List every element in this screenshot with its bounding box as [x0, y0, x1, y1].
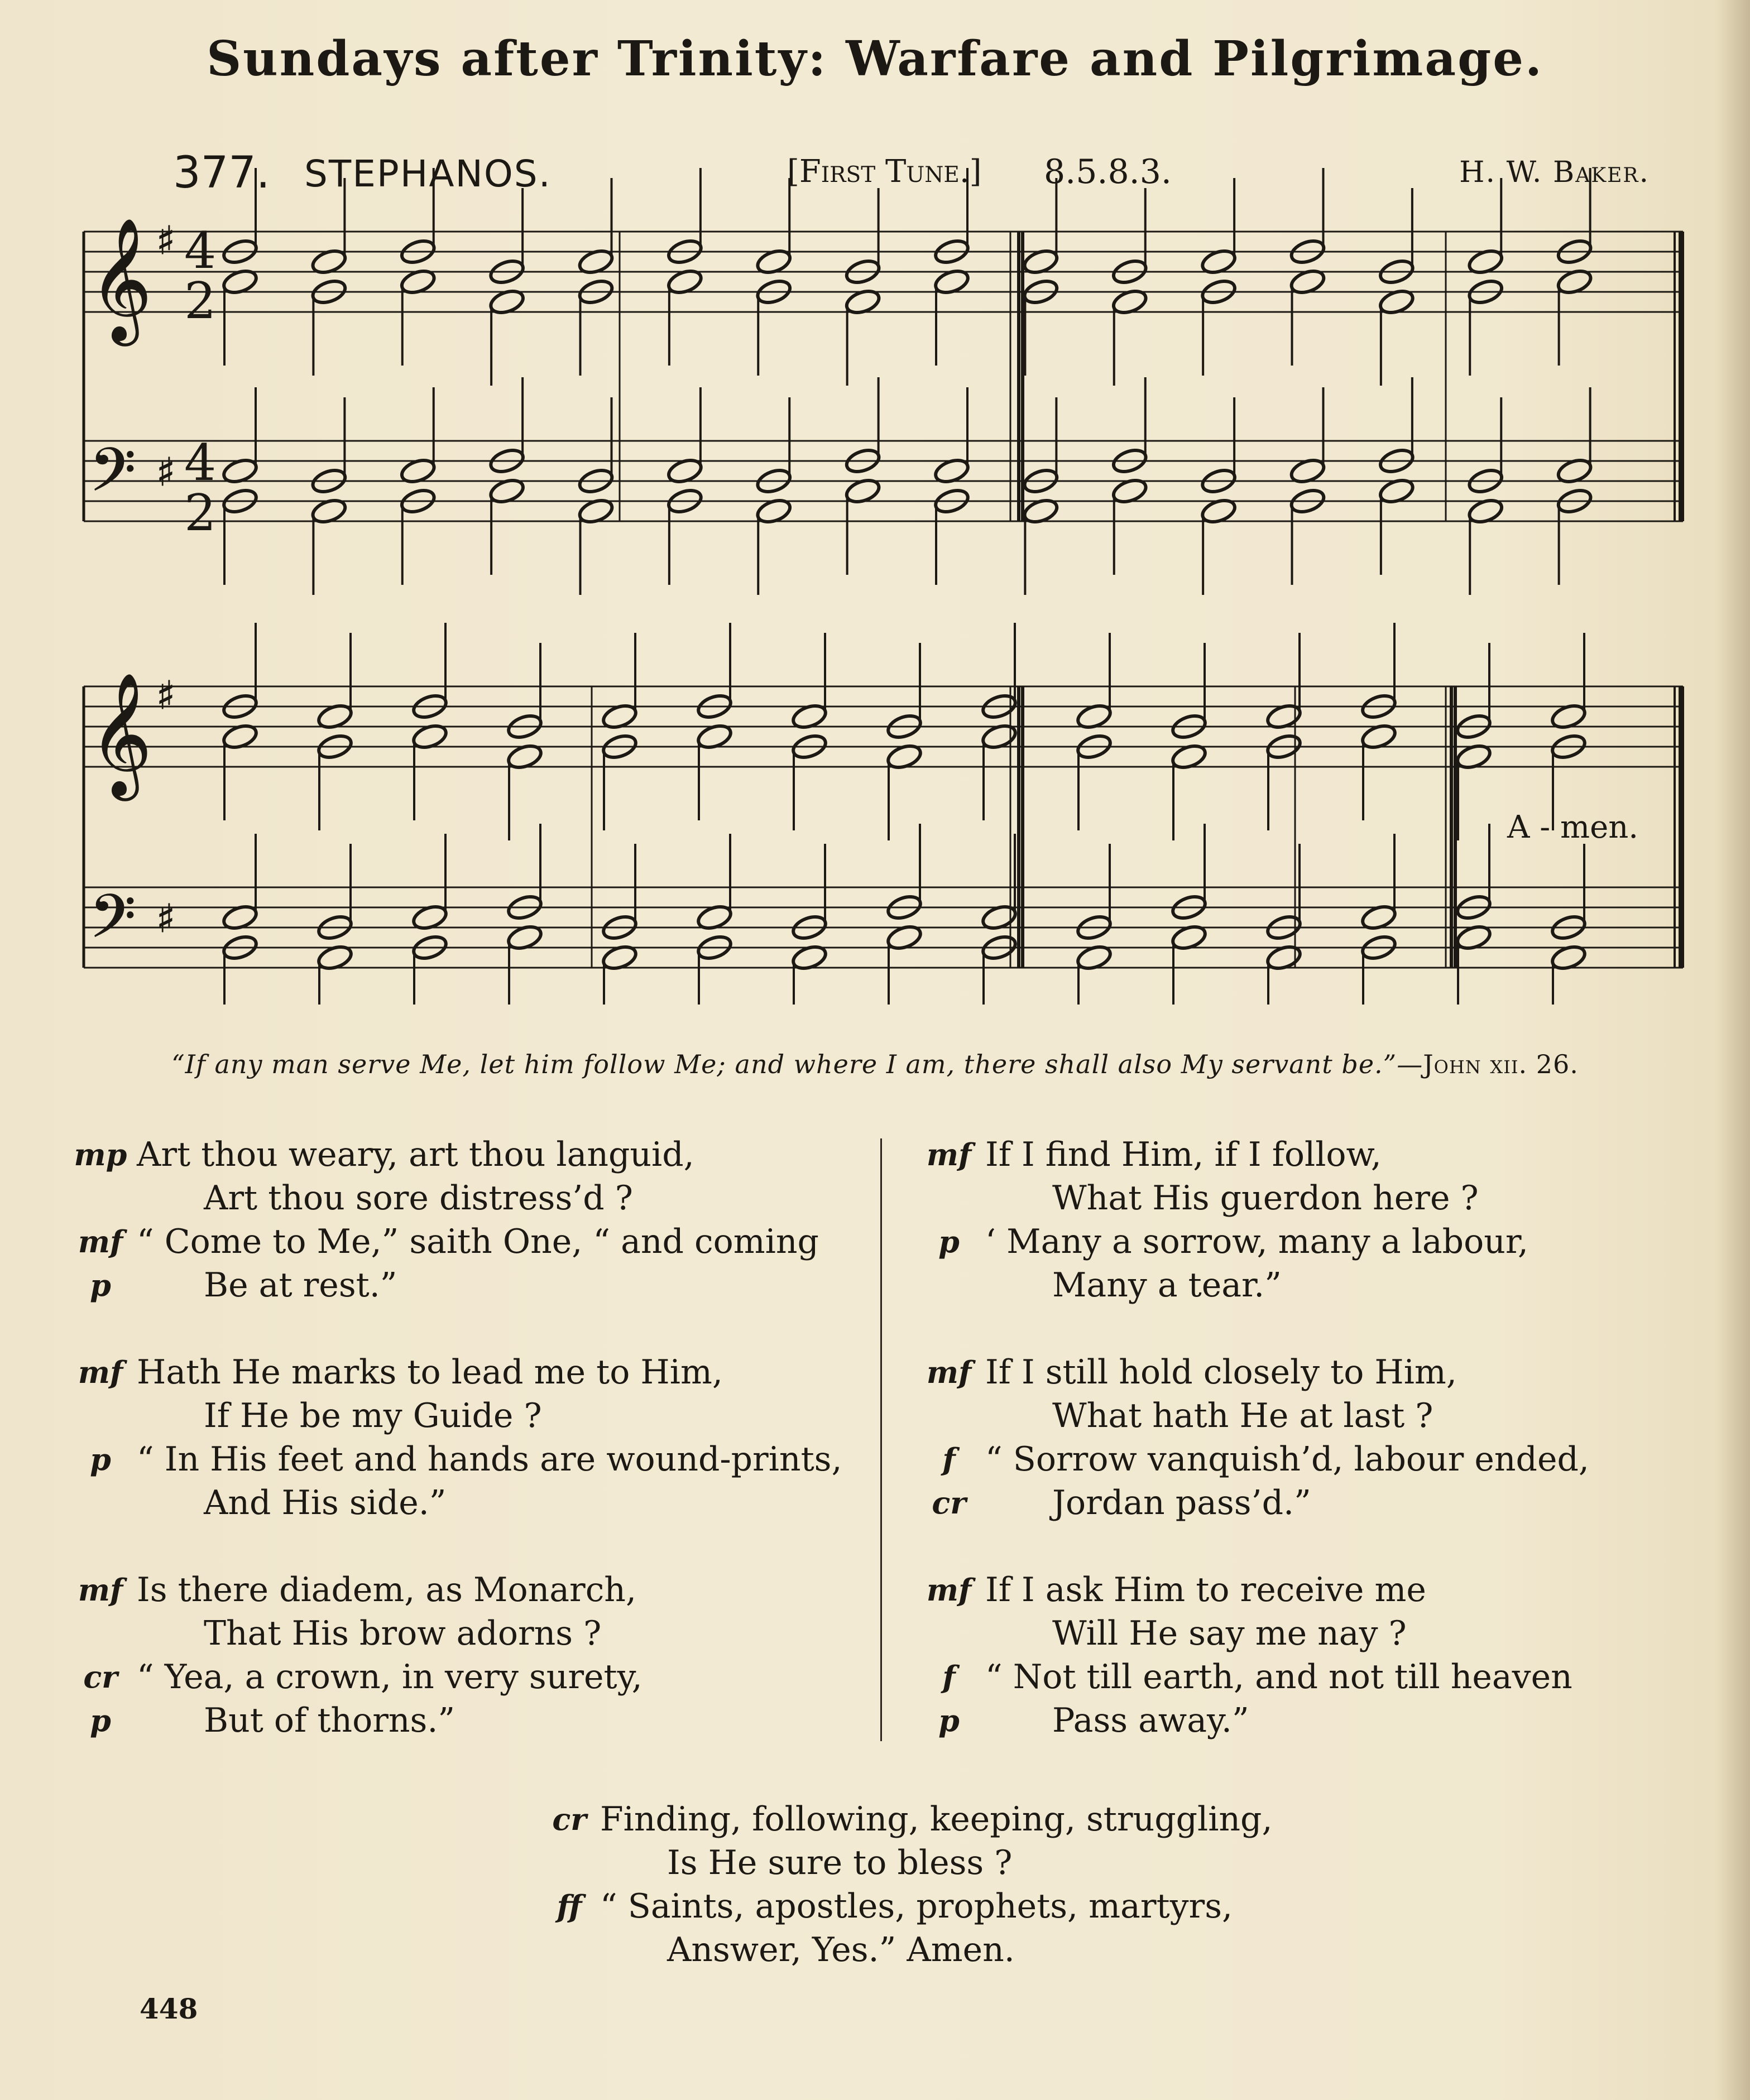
- dynamic-marking: p: [90, 1441, 111, 1477]
- verse-text: Will He say me nay ?: [1052, 1614, 1407, 1653]
- time-sig-treble-bottom: 2: [184, 272, 217, 330]
- sharp-icon: ♯: [156, 896, 175, 941]
- verse-text: “ Come to Me,” saith One, “ and coming: [137, 1222, 819, 1261]
- verse-text: Art thou sore distress’d ?: [204, 1179, 633, 1218]
- dynamic-marking: p: [90, 1703, 111, 1738]
- verse-line: [921, 1568, 1714, 1612]
- notes: [221, 168, 1594, 1005]
- verse-text: ‘ Many a sorrow, many a labour,: [985, 1222, 1529, 1261]
- stanza: [921, 1568, 1714, 1742]
- verse-line: [73, 1133, 854, 1176]
- scripture-text: “If any man serve Me, let him follow Me; and where I am, there shall also My servant be.”—: [171, 1049, 1423, 1079]
- dynamic-marking: mp: [74, 1137, 127, 1172]
- verse-text: Answer, Yes.” Amen.: [667, 1930, 1015, 1969]
- verse-line: [73, 1655, 854, 1699]
- column-divider: [880, 1138, 882, 1741]
- verse-text: That His brow adorns ?: [204, 1614, 602, 1653]
- verse-line: [73, 1176, 854, 1220]
- bass-clef-icon: 𝄢: [89, 881, 136, 966]
- verse-line: [921, 1176, 1714, 1220]
- verse-text: Art thou weary, art thou languid,: [137, 1135, 694, 1174]
- dynamic-marking: ff: [557, 1888, 582, 1924]
- verse-line: [921, 1699, 1714, 1742]
- verse-line: [73, 1568, 854, 1612]
- verse-line: [73, 1699, 854, 1742]
- stanza: [73, 1133, 854, 1307]
- verse-line: [73, 1481, 854, 1525]
- verse-text: If I still hold closely to Him,: [985, 1353, 1457, 1392]
- bass-clef-icon: 𝄢: [89, 435, 136, 520]
- verse-text: Finding, following, keeping, struggling,: [600, 1800, 1273, 1839]
- hymn-number: 377.: [173, 148, 270, 198]
- dynamic-marking: p: [938, 1703, 960, 1738]
- dynamic-marking: cr: [83, 1659, 118, 1695]
- verse-text: “ Not till earth, and not till heaven: [985, 1657, 1572, 1697]
- dynamic-marking: cr: [552, 1801, 587, 1837]
- dynamic-marking: p: [938, 1224, 960, 1260]
- stanza: [921, 1133, 1714, 1307]
- dynamic-marking: f: [942, 1659, 956, 1695]
- verse-text: If I ask Him to receive me: [985, 1570, 1426, 1609]
- staff-systems: [84, 217, 1683, 968]
- treble-clef-icon: 𝄞: [89, 672, 152, 795]
- music-score: [0, 0, 1750, 1005]
- verse-text: “ Saints, apostles, prophets, martyrs,: [600, 1887, 1233, 1926]
- dynamic-marking: mf: [926, 1572, 972, 1608]
- dynamic-marking: p: [90, 1267, 111, 1303]
- verse-text: Is He sure to bless ?: [667, 1843, 1013, 1882]
- time-sig-bass-top: 4: [184, 434, 217, 492]
- composer: H. W. Baker.: [1459, 156, 1650, 189]
- verse-line: [921, 1481, 1714, 1525]
- verse-line: [547, 1884, 1496, 1928]
- sharp-icon: ♯: [156, 672, 175, 718]
- verse-line: [921, 1351, 1714, 1394]
- stanza: [921, 1351, 1714, 1525]
- meter: 8.5.8.3.: [1044, 152, 1172, 191]
- verse-line: [547, 1928, 1496, 1971]
- amen-label: A - men.: [1507, 809, 1639, 845]
- verse-text: What hath He at last ?: [1052, 1396, 1433, 1435]
- dynamic-marking: mf: [78, 1224, 123, 1260]
- verses-right-column: [921, 1133, 1714, 1786]
- verse-line: [73, 1263, 854, 1307]
- verse-line: [547, 1797, 1496, 1840]
- verse-line: [921, 1220, 1714, 1263]
- verse-line: [921, 1133, 1714, 1176]
- verse-text: “ Sorrow vanquish’d, labour ended,: [985, 1440, 1589, 1479]
- verse-text: Hath He marks to lead me to Him,: [137, 1353, 723, 1392]
- verse-line: [921, 1394, 1714, 1438]
- dynamic-marking: f: [942, 1441, 956, 1477]
- verse-line: [73, 1612, 854, 1655]
- sharp-icon: ♯: [156, 218, 175, 263]
- verse-text: Be at rest.”: [204, 1266, 397, 1305]
- scripture-quote: [0, 1049, 1750, 1079]
- verse-line: [73, 1220, 854, 1263]
- verse-line: [921, 1438, 1714, 1481]
- tune-note: [First Tune.]: [787, 153, 982, 190]
- sharp-icon: ♯: [156, 449, 175, 495]
- verses-left-column: [73, 1133, 854, 1786]
- verse-text: If He be my Guide ?: [204, 1396, 542, 1435]
- verse-line: [921, 1612, 1714, 1655]
- time-sig-bass-bottom: 2: [184, 484, 217, 542]
- verse-line: [921, 1655, 1714, 1699]
- verse-text: But of thorns.”: [204, 1701, 456, 1740]
- dynamic-marking: mf: [926, 1137, 972, 1172]
- verse-text: “ In His feet and hands are wound-prints,: [137, 1440, 842, 1479]
- page-number: 448: [140, 1992, 198, 2025]
- dynamic-marking: mf: [78, 1572, 123, 1608]
- dynamic-marking: mf: [926, 1354, 972, 1390]
- treble-clef-icon: 𝄞: [89, 217, 152, 340]
- time-sig-treble-top: 4: [184, 222, 217, 280]
- verse-text: What His guerdon here ?: [1052, 1179, 1479, 1218]
- verse-line: [921, 1263, 1714, 1307]
- verse-line: [73, 1351, 854, 1394]
- page-header: Sundays after Trinity: Warfare and Pilgrimage.: [207, 31, 1543, 87]
- verse-text: And His side.”: [204, 1483, 447, 1522]
- scripture-reference: John xii. 26.: [1423, 1049, 1579, 1079]
- verse-text: Is there diadem, as Monarch,: [137, 1570, 637, 1609]
- dynamic-marking: mf: [78, 1354, 123, 1390]
- stanza: [73, 1568, 854, 1742]
- final-stanza: [547, 1797, 1496, 1971]
- verse-text: Many a tear.”: [1052, 1266, 1282, 1305]
- verse-line: [73, 1394, 854, 1438]
- verse-text: Pass away.”: [1052, 1701, 1249, 1740]
- verse-line: [73, 1438, 854, 1481]
- dynamic-marking: cr: [932, 1485, 966, 1521]
- verse-line: [547, 1840, 1496, 1884]
- verse-text: Jordan pass’d.”: [1052, 1483, 1311, 1522]
- stanza: [73, 1351, 854, 1525]
- tune-name: STEPHANOS.: [304, 152, 552, 195]
- verse-text: “ Yea, a crown, in very surety,: [137, 1657, 643, 1697]
- verse-text: If I find Him, if I follow,: [985, 1135, 1382, 1174]
